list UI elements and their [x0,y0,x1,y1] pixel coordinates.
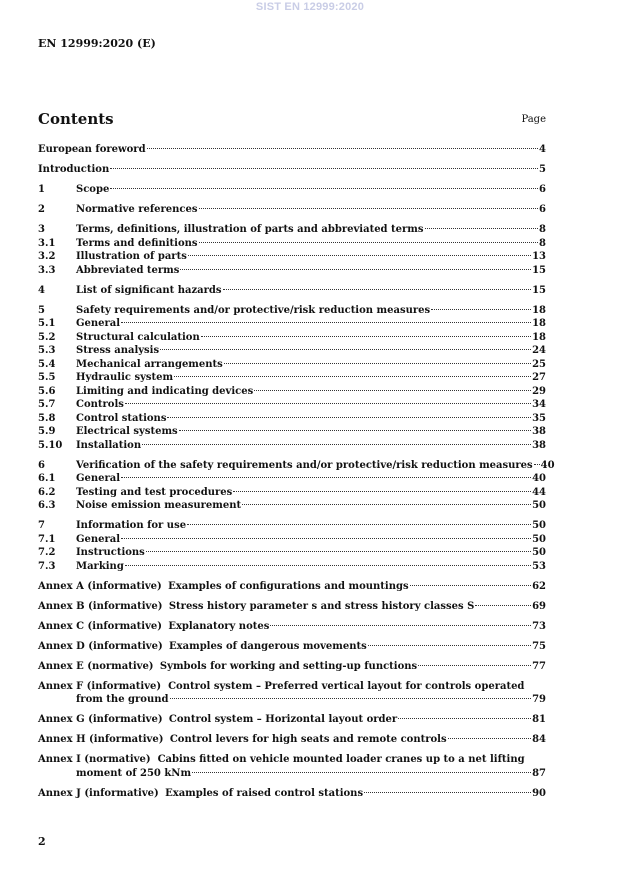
toc-entry-page: 6 [539,204,546,215]
toc-entry-page: 38 [532,439,546,451]
toc-entry-page: 24 [532,345,546,356]
toc-entry-number: 5.7 [38,399,56,410]
toc-entry-number: 5 [38,304,45,316]
leader-dots [180,269,531,270]
toc-entry-number: 6 [38,459,45,471]
leader-dots [110,188,538,189]
leader-dots [170,698,532,699]
annex-title-continued: from the ground [76,694,169,705]
toc-entry-number: 1 [38,184,45,195]
leader-dots [270,625,531,626]
toc-entry-7-2[interactable] [38,546,546,560]
toc-entry-number: 5.2 [38,331,56,343]
toc-entry-title: General [76,533,121,545]
toc-entry-page: 5 [539,164,546,175]
leader-dots [242,504,531,505]
toc-entry-number: 5.9 [38,426,56,437]
annex-label: Annex C (informative) [38,620,162,632]
toc-entry-3-2[interactable] [38,250,546,264]
annex-label: Annex F (informative) [38,680,162,692]
toc-entry-page: 81 [532,714,546,725]
toc-entry-page: 15 [532,284,546,296]
toc-entry-5-6[interactable] [38,385,546,399]
annex-label: Annex G (informative) [38,714,163,725]
toc-entry-page: 50 [532,533,546,545]
toc-entry-number: 5.8 [38,412,56,424]
leader-dots [475,605,531,606]
toc-annex-j[interactable] [38,787,546,801]
toc-entry-number: 7.3 [38,560,56,572]
leader-dots [121,477,531,478]
toc-entry-page: 8 [539,237,546,249]
toc-entry-3-1[interactable] [38,237,546,251]
leader-dots [418,665,531,666]
toc-entry-page: 53 [532,560,546,572]
toc-entry-number: 3.1 [38,237,56,249]
toc-entry-number: 3 [38,224,45,235]
leader-dots [199,208,539,209]
toc-entry-title: Structural calculation [76,331,200,343]
annex-title: Symbols for working and setting-up functions [159,660,418,672]
document-id: EN 12999:2020 (E) [38,37,156,50]
toc-entry-title: Limiting and indicating devices [76,385,254,397]
toc-annex-i[interactable] [38,753,546,780]
toc-entry-page: 8 [539,224,546,235]
toc-entry-4[interactable] [38,284,546,298]
leader-dots [368,645,531,646]
toc-entry-5-4[interactable] [38,358,546,372]
leader-dots [192,772,531,773]
toc-entry-5[interactable] [38,304,546,318]
leader-dots [147,148,538,149]
annex-label: Annex A (informative) [38,580,162,592]
toc-entry-title: Mechanical arrangements [76,358,223,370]
toc-entry-page: 44 [532,486,546,498]
toc-entry-title: Stress analysis [76,345,160,356]
watermark: SIST EN 12999:2020 [255,1,365,13]
toc-entry-page: 50 [532,520,546,531]
toc-entry-page: 40 [532,473,546,484]
annex-title: Control system – Horizontal layout order [168,714,398,725]
toc-entry-page: 69 [532,600,546,612]
toc-entry-title: Scope [76,184,110,195]
toc-entry-number: 3.2 [38,251,56,262]
toc-entry-title: Noise emission measurement [76,500,242,511]
leader-dots [146,551,531,552]
leader-dots [179,430,531,431]
toc-entry-page: 77 [532,660,546,672]
leader-dots [224,363,531,364]
annex-title: Examples of raised control stations [165,787,364,799]
toc-entry-title: Instructions [76,547,145,558]
leader-dots [398,718,531,719]
leader-dots [410,585,531,586]
toc-entry-title: Normative references [76,204,198,215]
toc-entry-number: 6.3 [38,500,56,511]
leader-dots [187,524,531,525]
toc-entry-5-5[interactable] [38,371,546,385]
toc-entry-page: 13 [532,251,546,262]
annex-label: Annex B (informative) [38,600,163,612]
leader-dots [110,168,538,169]
annex-label: Annex D (informative) [38,640,163,652]
annex-title: Explanatory notes [168,620,270,632]
annex-label: Annex E (normative) [38,660,154,672]
toc-entry-number: 4 [38,284,45,296]
toc-entry-title: Safety requirements and/or protective/risk reduction measures [76,304,431,316]
toc-entry-introduction[interactable] [38,163,546,177]
leader-dots [534,464,540,465]
toc-entry-page: 79 [532,694,546,705]
toc-entry-page: 18 [532,318,546,329]
toc-entry-7-3[interactable] [38,560,546,574]
toc-entry-title: General [76,473,121,484]
toc-entry-number: 5.1 [38,318,56,329]
toc-entry-page: 34 [532,399,546,410]
toc-entry-title: Terms, definitions, illustration of parts and abbreviated terms [76,224,424,235]
toc-entry-page: 90 [532,787,546,799]
leader-dots [199,242,539,243]
annex-title-continued: moment of 250 kNm [76,767,192,779]
toc-annex-e[interactable] [38,660,546,674]
leader-dots [223,289,532,290]
toc-entry-number: 5.3 [38,345,56,356]
toc-entry-page: 35 [532,412,546,424]
toc-entry-page: 4 [539,144,546,155]
toc-entry-page: 38 [532,426,546,437]
toc-entry-5-9[interactable] [38,425,546,439]
leader-dots [233,491,531,492]
toc-entry-7[interactable] [38,519,546,533]
toc-entry-title: European foreword [38,144,146,155]
toc-entry-2[interactable] [38,203,546,217]
toc-entry-page: 62 [532,580,546,592]
annex-title: Examples of configurations and mountings [168,580,409,592]
toc-entry-title: Marking [76,560,124,572]
toc-entry-title: Hydraulic system [76,372,174,383]
toc-annex-c[interactable] [38,620,546,634]
toc-entry-page: 29 [532,385,546,397]
toc-entry-7-1[interactable] [38,533,546,547]
toc-entry-title: Illustration of parts [76,251,187,262]
toc-entry-foreword[interactable] [38,143,546,157]
toc-annex-d[interactable] [38,640,546,654]
leader-dots [364,792,531,793]
toc-entry-page: 87 [532,767,546,779]
toc-entry-number: 7.2 [38,547,56,558]
leader-dots [425,228,539,229]
annex-title: Control system – Preferred vertical layout for controls operated [168,680,525,692]
leader-dots [254,390,531,391]
leader-dots [167,417,531,418]
toc-entry-title: Installation [76,439,142,451]
leader-dots [125,565,531,566]
toc-entry-number: 6.1 [38,473,56,484]
annex-label: Annex H (informative) [38,734,164,745]
toc-entry-5-7[interactable] [38,398,546,412]
toc-entry-title: Electrical systems [76,426,178,437]
leader-dots [160,349,531,350]
toc-entry-page: 18 [532,331,546,343]
annex-title: Examples of dangerous movements [169,640,367,652]
toc-entry-number: 7 [38,520,45,531]
toc-entry-page: 15 [532,264,546,276]
toc-annex-h[interactable] [38,733,546,747]
toc-entry-page: 6 [539,184,546,195]
toc-entry-5-1[interactable] [38,317,546,331]
toc-entry-3[interactable] [38,223,546,237]
toc-entry-6-2[interactable] [38,486,546,500]
toc-entry-number: 5.6 [38,385,56,397]
toc-entry-3-3[interactable] [38,264,546,278]
leader-dots [121,322,531,323]
toc-entry-5-10[interactable] [38,439,546,453]
leader-dots [201,336,531,337]
leader-dots [142,444,531,445]
toc-entry-number: 6.2 [38,486,56,498]
toc-entry-title: List of significant hazards [76,284,222,296]
leader-dots [125,403,531,404]
toc-entry-title: Control stations [76,412,167,424]
leader-dots [174,376,531,377]
leader-dots [121,538,531,539]
toc-entry-number: 2 [38,204,45,215]
annex-title: Stress history parameter s and stress history classes S [168,600,475,612]
leader-dots [431,309,531,310]
toc-entry-title: Controls [76,399,124,410]
toc-entry-page: 75 [532,640,546,652]
toc-entry-title: Verification of the safety requirements and/or protective/risk reduction measures [76,459,533,471]
toc-entry-page: 25 [532,358,546,370]
toc-entry-page: 73 [532,620,546,632]
annex-label: Annex J (informative) [38,787,159,799]
toc-entry-5-8[interactable] [38,412,546,426]
toc-entry-title: Introduction [38,164,110,175]
leader-dots [188,255,531,256]
toc-annex-f[interactable] [38,680,546,707]
toc-annex-a[interactable] [38,580,546,594]
page-column-label: Page [521,114,546,125]
toc-entry-6-3[interactable] [38,499,546,513]
toc-entry-title: Testing and test procedures [76,486,233,498]
toc-entry-page: 50 [532,547,546,558]
toc-entry-title: Terms and definitions [76,237,198,249]
table-of-contents [38,143,555,800]
toc-entry-1[interactable] [38,183,546,197]
toc-entry-page: 27 [532,372,546,383]
toc-entry-page: 40 [540,459,555,471]
toc-entry-number: 5.5 [38,372,56,383]
toc-entry-title: General [76,318,121,329]
toc-annex-b[interactable] [38,600,546,614]
contents-heading: Contents [38,110,114,128]
toc-annex-g[interactable] [38,713,546,727]
toc-entry-page: 18 [532,304,546,316]
leader-dots [448,738,531,739]
toc-entry-title: Information for use [76,520,187,531]
toc-entry-page: 84 [532,734,546,745]
toc-entry-5-2[interactable] [38,331,546,345]
toc-entry-5-3[interactable] [38,344,546,358]
annex-title: Control levers for high seats and remote controls [169,734,447,745]
toc-entry-number: 5.10 [38,439,63,451]
toc-entry-6-1[interactable] [38,472,546,486]
page-number: 2 [38,835,46,848]
toc-entry-title: Abbreviated terms [76,264,180,276]
toc-entry-number: 5.4 [38,358,56,370]
annex-label: Annex I (normative) [38,754,151,765]
annex-title: Cabins fitted on vehicle mounted loader cranes up to a net lifting [157,754,525,765]
toc-entry-number: 7.1 [38,533,56,545]
toc-entry-6[interactable] [38,459,555,473]
toc-entry-number: 3.3 [38,264,56,276]
toc-entry-page: 50 [532,500,546,511]
